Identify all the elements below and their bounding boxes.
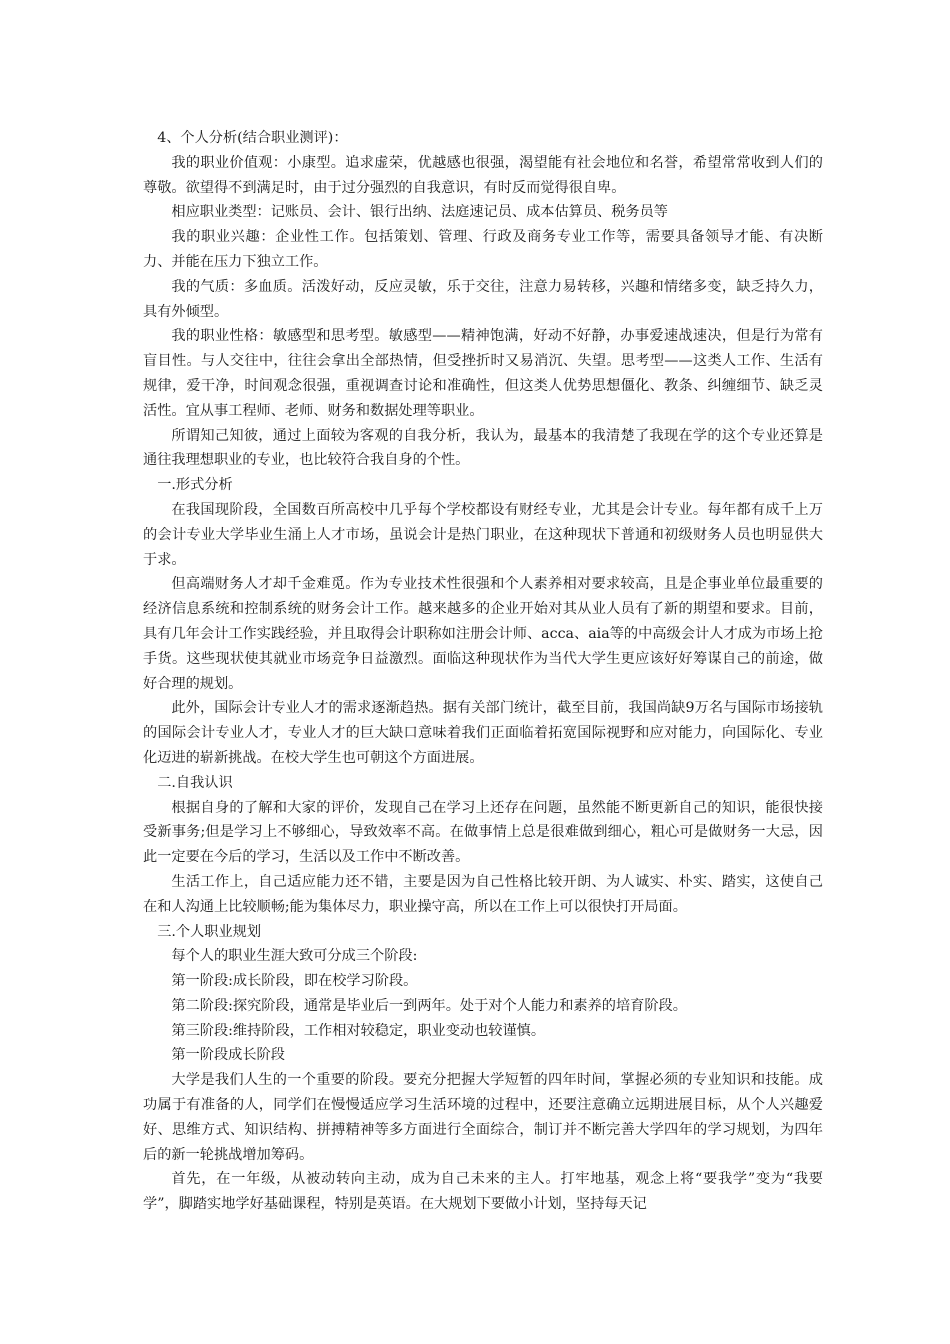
paragraph: 所谓知己知彼，通过上面较为客观的自我分析，我认为，最基本的我清楚了我现在学的这个专业还算是通往我理想职业的专业，也比较符合我自身的个性。 <box>143 427 823 469</box>
paragraph: 第二阶段:探究阶段，通常是毕业后一到两年。处于对个人能力和素养的培育阶段。 <box>171 997 687 1014</box>
section-heading: 一.形式分析 <box>157 477 233 494</box>
section-heading: 二.自我认识 <box>157 774 233 791</box>
paragraph: 生活工作上，自己适应能力还不错，主要是因为自己性格比较开朗、为人诚实、朴实、踏实，这使自己在和人沟通上比较顺畅;能为集体尽力，职业操守高，所以在工作上可以很快打开局面。 <box>143 873 823 915</box>
document-body <box>143 126 823 1217</box>
section-heading: 4、个人分析(结合职业测评)： <box>157 130 348 146</box>
paragraph: 第一阶段:成长阶段，即在校学习阶段。 <box>171 973 418 990</box>
paragraph: 每个人的职业生涯大致可分成三个阶段: <box>171 948 418 965</box>
paragraph: 我的职业价值观：小康型。追求虚荣，优越感也很强，渴望能有社会地位和名誉，希望常常收到人们的尊敬。欲望得不到满足时，由于过分强烈的自我意识，有时反而觉得很自卑。 <box>143 154 823 196</box>
section-heading: 三.个人职业规划 <box>157 923 262 940</box>
paragraph: 但高端财务人才却千金难觅。作为专业技术性很强和个人素养相对要求较高，且是企事业单位最重要的经济信息系统和控制系统的财务会计工作。越来越多的企业开始对其从业人员有了新的期望和要求。目前，具有几年会计工作实践经验，并且取得会计职称如注册会计师、acca、aia等的中高级会计人才成为市场上抢手货。这些现状使其就业市场竞争日益激烈。面临这种现状作为当代大学生更应该好好筹谋自己的前途，做好合理的规划。 <box>143 576 823 692</box>
paragraph: 此外，国际会计专业人才的需求逐渐趋热。据有关部门统计，截至目前，我国尚缺9万名与国际市场接轨的国际会计专业人才，专业人才的巨大缺口意味着我们正面临着拓宽国际视野和应对能力，向国际化、专业化迈进的崭新挑战。在校大学生也可朝这个方面进展。 <box>143 700 823 766</box>
paragraph: 我的气质：多血质。活泼好动，反应灵敏，乐于交往，注意力易转移，兴趣和情绪多变，缺乏持久力，具有外倾型。 <box>143 278 823 320</box>
paragraph: 大学是我们人生的一个重要的阶段。要充分把握大学短暂的四年时间，掌握必须的专业知识和技能。成功属于有准备的人，同学们在慢慢适应学习生活环境的过程中，还要注意确立远期进展目标，从个人兴趣爱好、思维方式、知识结构、拼搏精神等多方面进行全面综合，制订并不断完善大学四年的学习规划，为四年后的新一轮挑战增加筹码。 <box>143 1072 823 1163</box>
paragraph: 根据自身的了解和大家的评价，发现自己在学习上还存在问题，虽然能不断更新自己的知识，能很快接受新事务;但是学习上不够细心，导致效率不高。在做事情上总是很难做到细心，粗心可是做财务一大忌，因此一定要在今后的学习，生活以及工作中不断改善。 <box>143 799 823 866</box>
paragraph: 首先，在一年级，从被动转向主动，成为自己未来的主人。打牢地基，观念上将“要我学”变为“我要学”，脚踏实地学好基础课程，特别是英语。在大规划下要做小计划，坚持每天记 <box>143 1171 823 1213</box>
paragraph: 相应职业类型：记账员、会计、银行出纳、法庭速记员、成本估算员、税务员等 <box>171 204 668 221</box>
paragraph: 我的职业兴趣：企业性工作。包括策划、管理、行政及商务专业工作等，需要具备领导才能、有决断力、并能在压力下独立工作。 <box>143 229 823 270</box>
paragraph: 在我国现阶段，全国数百所高校中几乎每个学校都设有财经专业，尤其是会计专业。每年都有成千上万的会计专业大学毕业生涌上人才市场，虽说会计是热门职业，在这种现状下普通和初级财务人员也明显供大于求。 <box>143 501 823 568</box>
paragraph: 第一阶段成长阶段 <box>171 1047 285 1064</box>
paragraph: 我的职业性格：敏感型和思考型。敏感型——精神饱满，好动不好静，办事爱速战速决，但是行为常有盲目性。与人交往中，往往会拿出全部热情，但受挫折时又易消沉、失望。思考型——这类人工作、生活有规律，爱干净，时间观念很强，重视调查讨论和准确性，但这类人优势思想僵化、教条、纠缠细节、缺乏灵活性。宜从事工程师、老师、财务和数据处理等职业。 <box>143 328 823 419</box>
paragraph: 第三阶段:维持阶段，工作相对较稳定，职业变动也较谨慎。 <box>171 1022 546 1039</box>
